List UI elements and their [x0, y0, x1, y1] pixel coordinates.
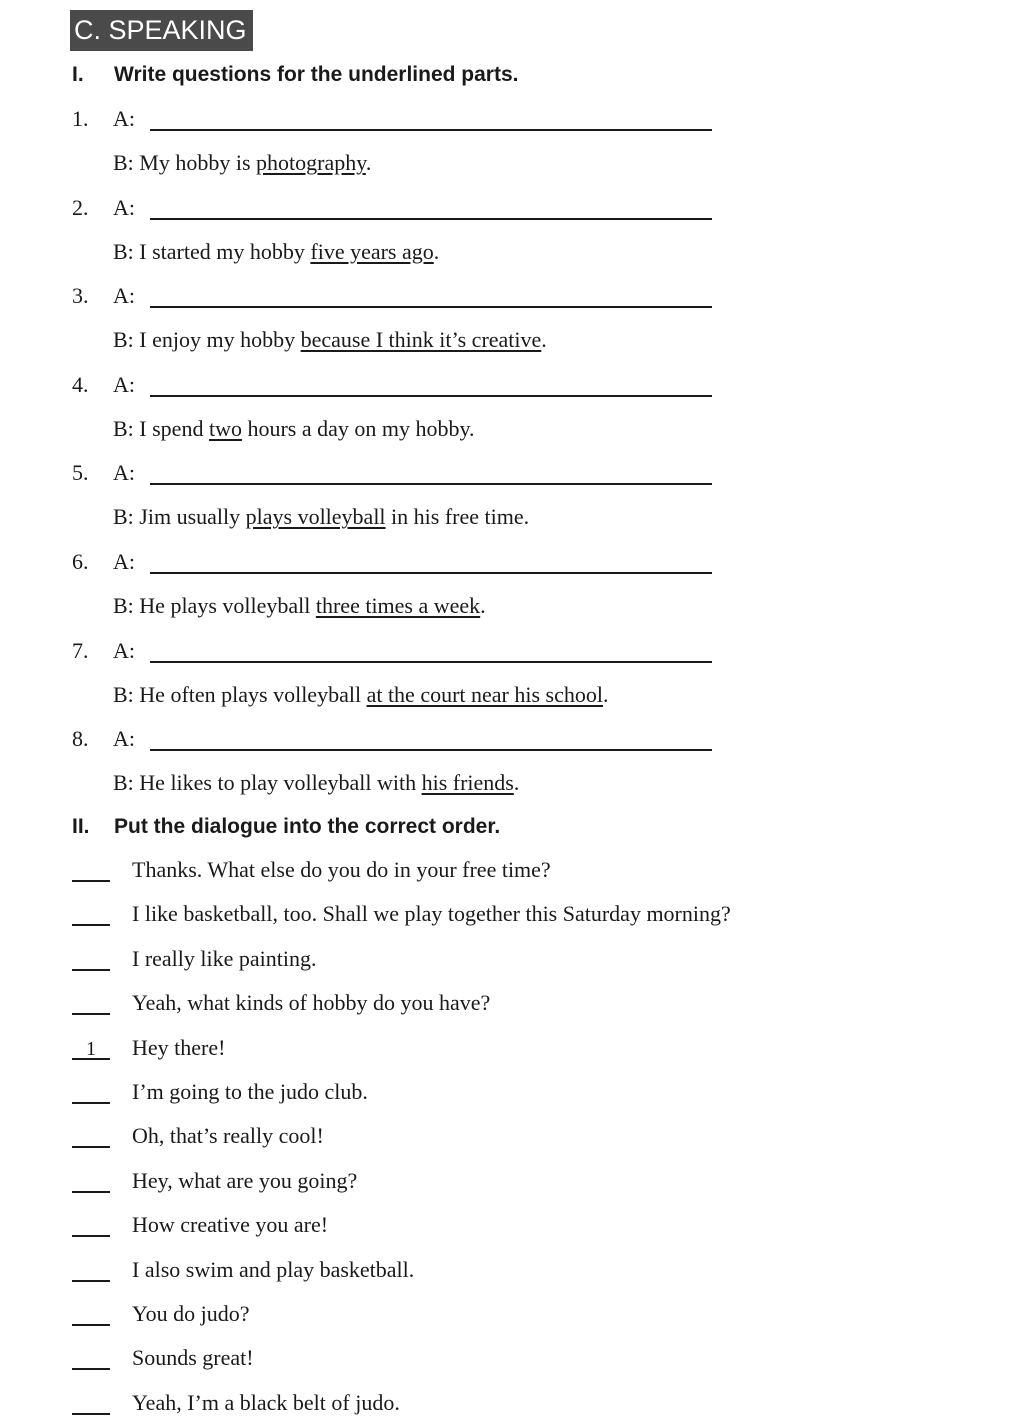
- sentence-start: B: He likes to play volleyball with: [113, 770, 422, 796]
- dialogue-line: Hey there!: [132, 1034, 226, 1060]
- question-b-sentence: [113, 592, 486, 620]
- underlined-part: three times a week: [315, 593, 481, 618]
- question-b-sentence: [113, 769, 519, 797]
- underlined-part: five years ago: [310, 238, 434, 264]
- order-blank[interactable]: [72, 1013, 110, 1015]
- question-a-label: A:: [113, 106, 135, 131]
- question-number: 5.: [72, 460, 89, 486]
- question-b-sentence: [113, 503, 529, 531]
- dialogue-line: Thanks. What else do you do in your free time?: [132, 857, 551, 882]
- sentence-end: hours a day on my hobby.: [241, 415, 475, 441]
- dialogue-line: You do judo?: [132, 1301, 250, 1326]
- order-number: 1: [86, 1037, 96, 1060]
- dialogue-line: I also swim and play basketball.: [132, 1256, 415, 1282]
- answer-line[interactable]: [150, 572, 712, 574]
- answer-line[interactable]: [150, 395, 712, 397]
- order-blank[interactable]: [72, 1102, 110, 1104]
- order-blank[interactable]: [72, 1413, 110, 1415]
- part1-heading: [72, 62, 519, 88]
- dialogue-line: I really like painting.: [132, 945, 317, 971]
- sentence-start: B: Jim usually: [113, 504, 246, 530]
- part2-number: II.: [72, 815, 90, 838]
- order-blank[interactable]: [72, 880, 110, 882]
- underlined-part: two: [208, 415, 242, 441]
- section-title: C. SPEAKING: [70, 10, 253, 51]
- sentence-end: .: [480, 593, 486, 618]
- answer-line[interactable]: [150, 129, 712, 131]
- part1-heading-text: Write questions for the underlined parts.: [114, 63, 519, 86]
- question-number: 7.: [72, 637, 89, 663]
- dialogue-line: Oh, that’s really cool!: [132, 1123, 324, 1149]
- sentence-end: .: [433, 238, 440, 264]
- question-b-sentence: [113, 238, 439, 266]
- sentence-end: .: [541, 327, 547, 353]
- question-number: 3.: [72, 283, 89, 309]
- dialogue-line: I like basketball, too. Shall we play together this Saturday morning?: [132, 901, 731, 927]
- question-number: 6.: [72, 549, 89, 574]
- question-a-label: A:: [113, 283, 135, 309]
- question-b-sentence: [113, 681, 609, 709]
- order-blank[interactable]: [72, 969, 110, 971]
- underlined-part: because I think it’s creative: [300, 327, 542, 353]
- sentence-end: in his free time.: [385, 504, 530, 530]
- dialogue-line: Yeah, I’m a black belt of judo.: [132, 1389, 400, 1415]
- order-blank[interactable]: [72, 1146, 110, 1148]
- sentence-start: B: I spend: [113, 415, 209, 441]
- dialogue-line: Sounds great!: [132, 1345, 254, 1371]
- question-b-sentence: [113, 149, 371, 177]
- underlined-part: at the court near his school: [366, 681, 603, 707]
- part1-number: I.: [72, 63, 84, 86]
- sentence-start: B: He often plays volleyball: [113, 681, 367, 707]
- answer-line[interactable]: [150, 483, 712, 485]
- question-a-label: A:: [113, 460, 135, 486]
- sentence-start: B: I started my hobby: [113, 238, 311, 264]
- underlined-part: photography: [256, 150, 366, 175]
- answer-line[interactable]: [150, 749, 712, 751]
- underlined-part: plays volleyball: [245, 504, 386, 530]
- sentence-start: B: He plays volleyball: [113, 593, 316, 618]
- sentence-start: B: My hobby is: [113, 150, 257, 175]
- answer-line[interactable]: [150, 218, 712, 220]
- question-a-label: A:: [113, 637, 135, 663]
- question-number: 1.: [72, 106, 89, 131]
- question-a-label: A:: [113, 371, 135, 397]
- underlined-part: his friends: [421, 770, 514, 796]
- part2-heading: [72, 814, 500, 840]
- answer-line[interactable]: [150, 661, 712, 663]
- question-number: 2.: [72, 194, 89, 220]
- sentence-end: .: [513, 770, 520, 796]
- dialogue-line: How creative you are!: [132, 1212, 329, 1238]
- order-blank[interactable]: [72, 1235, 110, 1237]
- order-blank[interactable]: [72, 1368, 110, 1370]
- question-b-sentence: [113, 415, 475, 443]
- sentence-start: B: I enjoy my hobby: [113, 327, 301, 353]
- dialogue-line: I’m going to the judo club.: [132, 1079, 368, 1104]
- sentence-end: .: [603, 681, 609, 707]
- question-a-label: A:: [113, 194, 135, 220]
- sentence-end: .: [365, 150, 372, 175]
- part2-heading-text: Put the dialogue into the correct order.: [114, 815, 501, 838]
- question-b-sentence: [113, 326, 547, 354]
- question-a-label: A:: [113, 726, 135, 752]
- question-number: 4.: [72, 371, 89, 397]
- order-blank[interactable]: [72, 1280, 110, 1282]
- question-number: 8.: [72, 726, 89, 752]
- dialogue-line: Hey, what are you going?: [132, 1167, 358, 1193]
- order-blank[interactable]: [72, 924, 110, 926]
- order-blank[interactable]: [72, 1191, 110, 1193]
- question-a-label: A:: [113, 549, 135, 574]
- order-blank[interactable]: [72, 1324, 110, 1326]
- dialogue-line: Yeah, what kinds of hobby do you have?: [132, 990, 491, 1016]
- answer-line[interactable]: [150, 306, 712, 308]
